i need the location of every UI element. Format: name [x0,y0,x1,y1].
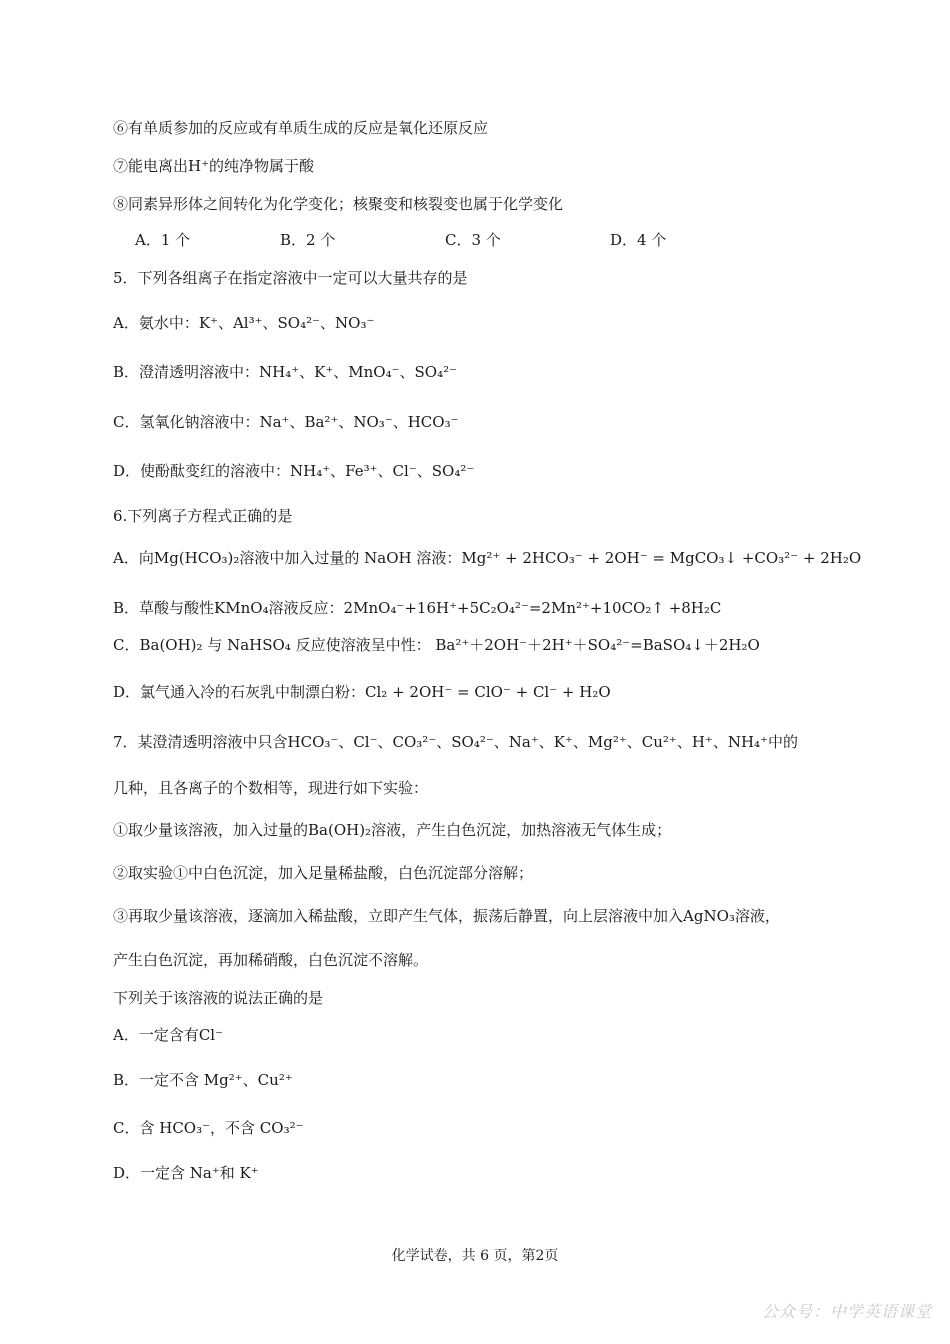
q4-statement-7: ⑦能电离出H⁺的纯净物属于酸 [113,157,314,175]
q5-option-a: A．氨水中：K⁺、Al³⁺、SO₄²⁻、NO₃⁻ [113,314,375,332]
q4-statement-6: ⑥有单质参加的反应或有单质生成的反应是氧化还原反应 [113,119,489,137]
q7-option-c: C．含 HCO₃⁻，不含 CO₃²⁻ [113,1119,304,1137]
watermark: 公众号：中学英语课堂 [761,1302,932,1321]
q4-statement-8: ⑧同素异形体之间转化为化学变化；核聚变和核裂变也属于化学变化 [113,195,564,213]
q7-experiment-1: ①取少量该溶液，加入过量的Ba(OH)₂溶液，产生白色沉淀，加热溶液无气体生成； [113,821,672,839]
q6-option-c: C．Ba(OH)₂ 与 NaHSO₄ 反应使溶液呈中性： Ba²⁺＋2OH⁻＋2H⁺＋SO₄²⁻=BaSO₄↓＋2H₂O [113,636,760,654]
q7-experiment-2: ②取实验①中白色沉淀，加入足量稀盐酸，白色沉淀部分溶解； [113,864,534,882]
q7-stem-line1: 7．某澄清透明溶液中只含HCO₃⁻、Cl⁻、CO₃²⁻、SO₄²⁻、Na⁺、K⁺、Mg²⁺、Cu²⁺、H⁺、NH₄⁺中的 [113,733,798,751]
q6-stem: 6.下列离子方程式正确的是 [113,507,293,525]
q6-option-b: B．草酸与酸性KMnO₄溶液反应：2MnO₄⁻+16H⁺+5C₂O₄²⁻=2Mn²⁺+10CO₂↑ +8H₂C [113,599,722,617]
q7-question: 下列关于该溶液的说法正确的是 [113,989,324,1007]
q4-option-a: A．1 个 [135,231,191,249]
q6-option-d: D．氯气通入冷的石灰乳中制漂白粉：Cl₂ + 2OH⁻ = ClO⁻ + Cl⁻ + H₂O [113,683,611,701]
q7-experiment-3-line2: 产生白色沉淀，再加稀硝酸，白色沉淀不溶解。 [113,951,429,969]
q7-option-b: B．一定不含 Mg²⁺、Cu²⁺ [113,1071,293,1089]
q5-option-c: C．氢氧化钠溶液中：Na⁺、Ba²⁺、NO₃⁻、HCO₃⁻ [113,413,459,431]
q5-option-d: D．使酚酞变红的溶液中：NH₄⁺、Fe³⁺、Cl⁻、SO₄²⁻ [113,462,475,480]
q7-stem-line2: 几种，且各离子的个数相等，现进行如下实验： [113,779,429,797]
q7-option-a: A．一定含有Cl⁻ [113,1026,224,1044]
q7-option-d: D．一定含 Na⁺和 K⁺ [113,1164,259,1182]
q4-option-c: C．3 个 [445,231,501,249]
q4-option-d: D．4 个 [610,231,667,249]
q7-experiment-3-line1: ③再取少量该溶液，逐滴加入稀盐酸，立即产生气体，振荡后静置，向上层溶液中加入AgNO₃溶液， [113,907,780,925]
q5-option-b: B．澄清透明溶液中：NH₄⁺、K⁺、MnO₄⁻、SO₄²⁻ [113,363,458,381]
q6-option-a: A．向Mg(HCO₃)₂溶液中加入过量的 NaOH 溶液：Mg²⁺ + 2HCO₃⁻ + 2OH⁻ = MgCO₃↓ +CO₃²⁻ + 2H₂O [113,549,862,567]
q5-stem: 5．下列各组离子在指定溶液中一定可以大量共存的是 [113,269,468,287]
q4-option-b: B．2 个 [280,231,336,249]
page-footer: 化学试卷，共 6 页，第2页 [391,1248,559,1264]
